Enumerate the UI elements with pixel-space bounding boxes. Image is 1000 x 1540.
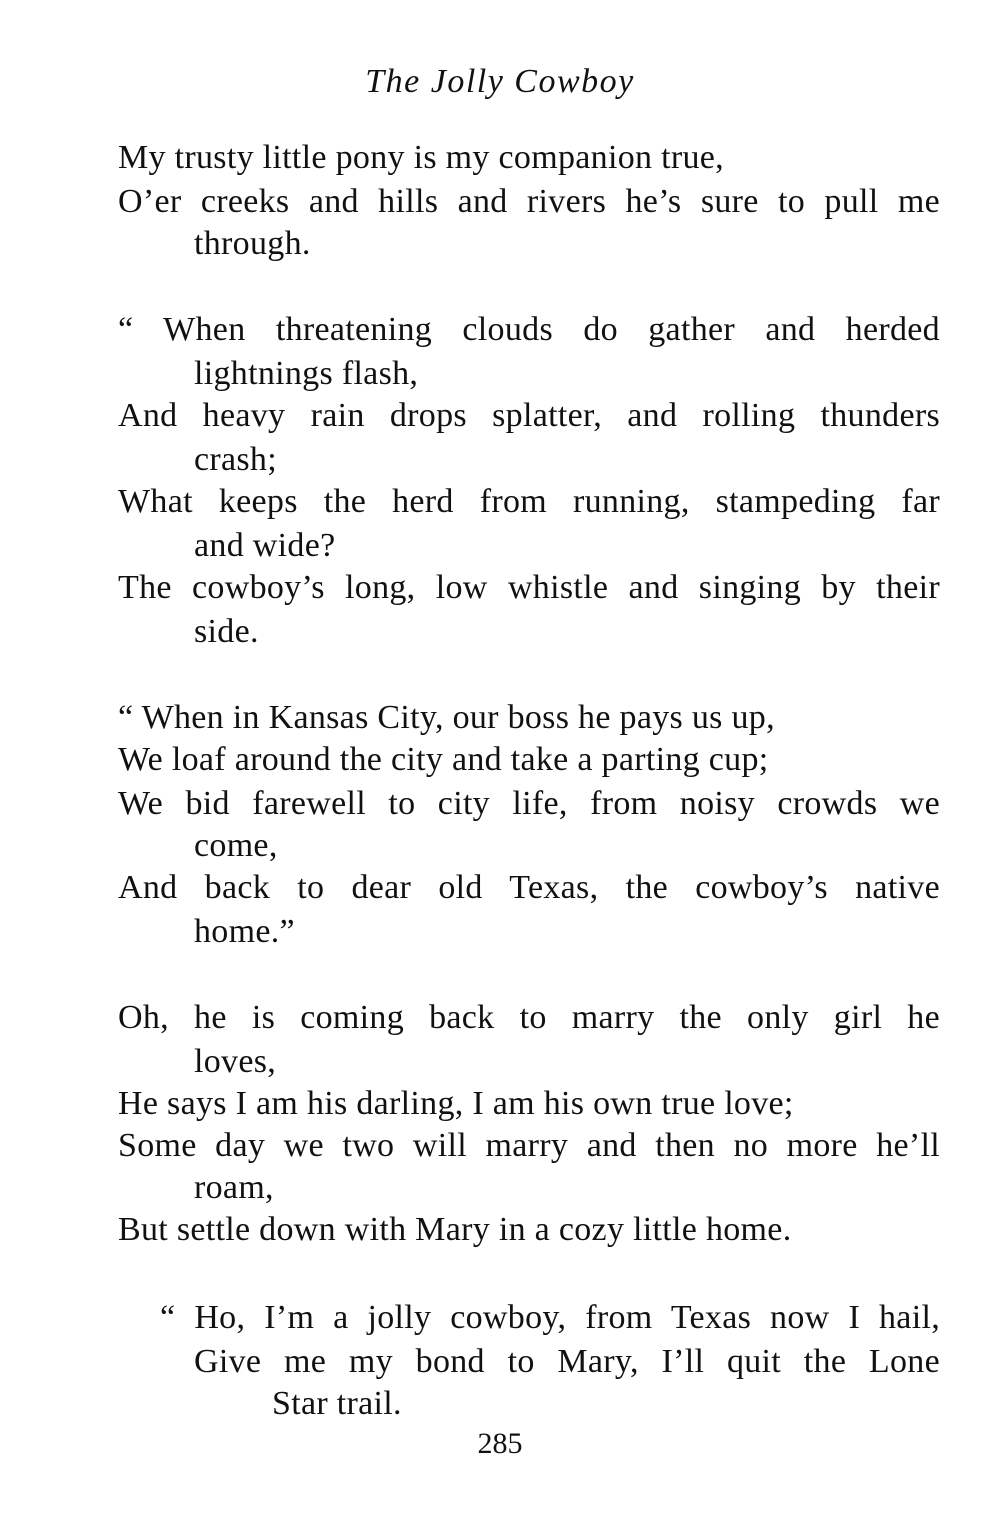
verse-line: My trusty little pony is my companion true, xyxy=(118,139,724,176)
verse-line: What keeps the herd from running, stampeding far xyxy=(118,483,940,520)
verse-line-continuation: home.” xyxy=(194,913,295,950)
running-head: The Jolly Cowboy xyxy=(365,63,635,100)
verse-line: And back to dear old Texas, the cowboy’s native xyxy=(118,869,940,906)
verse-line-continuation: through. xyxy=(194,225,311,262)
verse-line: “ When in Kansas City, our boss he pays us up, xyxy=(118,699,775,736)
verse-line-continuation: and wide? xyxy=(194,527,336,564)
verse-line-continuation: come, xyxy=(194,827,278,864)
verse-line-continuation: loves, xyxy=(194,1043,277,1080)
verse-line: O’er creeks and hills and rivers he’s sure to pull me xyxy=(118,183,940,220)
chorus-line: “ Ho, I’m a jolly cowboy, from Texas now I hail, xyxy=(160,1299,940,1336)
verse-line-continuation: crash; xyxy=(194,441,277,478)
chorus-line: Give me my bond to Mary, I’ll quit the Lone xyxy=(194,1343,940,1380)
verse-line: The cowboy’s long, low whistle and singing by their xyxy=(118,569,940,606)
verse-line-continuation: lightnings flash, xyxy=(194,355,419,392)
verse-line: And heavy rain drops splatter, and rolling thunders xyxy=(118,397,940,434)
chorus-line-continuation: Star trail. xyxy=(272,1385,402,1422)
verse-line-continuation: side. xyxy=(194,613,259,650)
verse-line-continuation: roam, xyxy=(194,1169,274,1206)
page-number: 285 xyxy=(477,1427,523,1460)
verse-line: Oh, he is coming back to marry the only girl he xyxy=(118,999,940,1036)
verse-line: He says I am his darling, I am his own true love; xyxy=(118,1085,794,1122)
verse-line: But settle down with Mary in a cozy little home. xyxy=(118,1211,792,1248)
verse-line: We bid farewell to city life, from noisy crowds we xyxy=(118,785,940,822)
verse-line: We loaf around the city and take a parting cup; xyxy=(118,741,769,778)
verse-line: “ When threatening clouds do gather and herded xyxy=(118,311,940,348)
verse-line: Some day we two will marry and then no more he’ll xyxy=(118,1127,940,1164)
